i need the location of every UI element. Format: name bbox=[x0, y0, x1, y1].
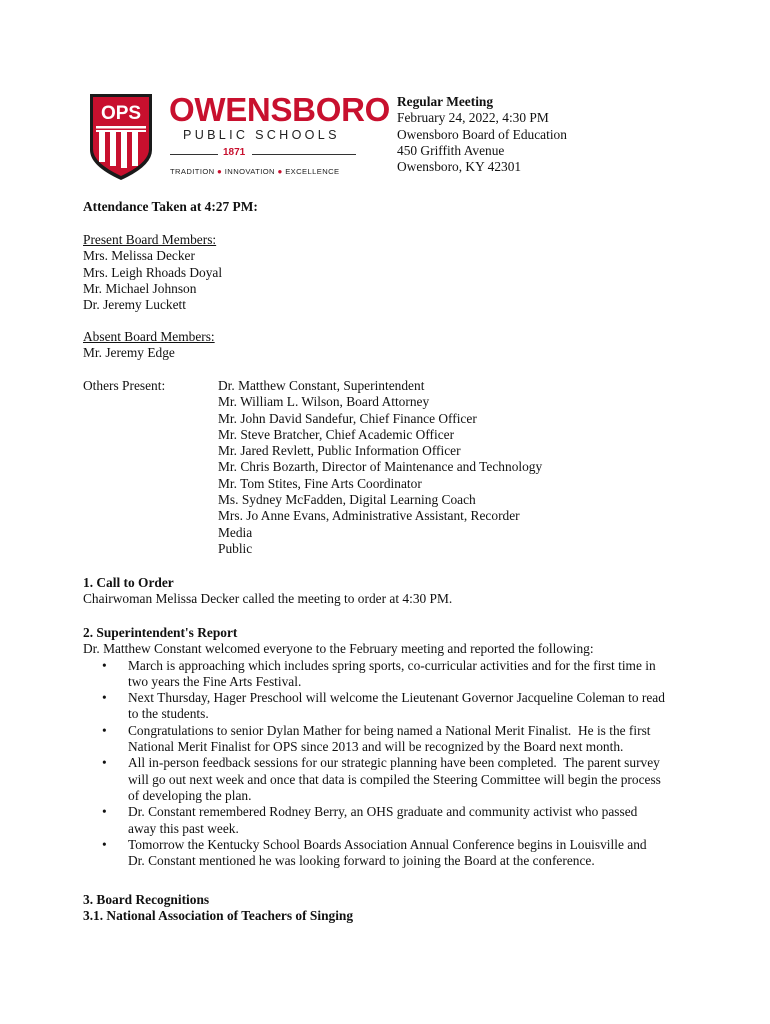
board-recognitions-section bbox=[83, 892, 353, 925]
present-label: Present Board Members: bbox=[83, 232, 217, 247]
other-attendee: Public bbox=[218, 540, 253, 556]
shield-text: OPS bbox=[100, 103, 142, 124]
recognitions-heading: 3. Board Recognitions bbox=[83, 892, 210, 907]
brand-tagline: TRADITION ● INNOVATION ● EXCELLENCE bbox=[170, 167, 340, 176]
other-attendee: Media bbox=[218, 524, 253, 540]
present-member: Mrs. Melissa Decker bbox=[83, 248, 195, 264]
call-to-order-heading: 1. Call to Order bbox=[83, 575, 174, 590]
brand-year: 1871 bbox=[223, 147, 246, 158]
absent-member: Mr. Jeremy Edge bbox=[83, 345, 175, 361]
other-attendee: Mr. Steve Bratcher, Chief Academic Officer bbox=[218, 426, 455, 442]
other-attendee: Mr. Tom Stites, Fine Arts Coordinator bbox=[218, 475, 422, 491]
report-bullet: • March is approaching which includes spring sports, co-curricular activities and for the first time in two years the Fine Arts Festival. bbox=[83, 658, 688, 691]
meeting-info bbox=[397, 94, 567, 175]
meeting-street: 450 Griffith Avenue bbox=[397, 142, 505, 158]
report-bullet: • Congratulations to senior Dylan Mather for being named a National Merit Finalist. He is the first National Merit Finalist for OPS since 2013 and will be recognized by the Board next month. bbox=[83, 723, 688, 756]
report-bullets bbox=[83, 658, 688, 870]
call-to-order-section bbox=[83, 575, 452, 608]
shield-icon bbox=[88, 92, 154, 182]
meeting-org: Owensboro Board of Education bbox=[397, 126, 567, 142]
other-attendee: Mr. Jared Revlett, Public Information Officer bbox=[218, 443, 461, 459]
other-attendee: Mr. Chris Bozarth, Director of Maintenance and Technology bbox=[218, 459, 543, 475]
meeting-title: Regular Meeting bbox=[397, 94, 494, 109]
attendance-heading: Attendance Taken at 4:27 PM: bbox=[83, 199, 258, 214]
brand-name: OWENSBORO bbox=[169, 91, 390, 128]
meeting-city: Owensboro, KY 42301 bbox=[397, 159, 522, 175]
tagline-dot-icon: ● bbox=[277, 167, 283, 176]
call-to-order-text: Chairwoman Melissa Decker called the meeting to order at 4:30 PM. bbox=[83, 591, 453, 607]
report-heading: 2. Superintendent's Report bbox=[83, 625, 238, 640]
other-attendee: Mr. William L. Wilson, Board Attorney bbox=[218, 394, 430, 410]
absent-label: Absent Board Members: bbox=[83, 329, 215, 344]
brand-divider-right bbox=[252, 154, 356, 155]
district-logo bbox=[88, 91, 390, 184]
present-member: Mr. Michael Johnson bbox=[83, 280, 197, 296]
tagline-dot-icon: ● bbox=[217, 167, 223, 176]
absent-members bbox=[83, 329, 215, 362]
brand-subtitle: PUBLIC SCHOOLS bbox=[183, 128, 340, 142]
present-members bbox=[83, 232, 222, 313]
others-label: Others Present: bbox=[83, 378, 166, 393]
superintendent-report-section bbox=[83, 625, 688, 869]
report-intro: Dr. Matthew Constant welcomed everyone to the February meeting and reported the following: bbox=[83, 641, 594, 657]
recognitions-subheading: 3.1. National Association of Teachers of Singing bbox=[83, 908, 354, 924]
other-attendee: Dr. Matthew Constant, Superintendent bbox=[218, 378, 425, 393]
report-bullet: • Tomorrow the Kentucky School Boards Association Annual Conference begins in Louisville and Dr. Constant mentioned he was looking forward to joining the Board at the conference. bbox=[83, 837, 688, 870]
brand-divider-left bbox=[170, 154, 218, 155]
other-attendee: Ms. Sydney McFadden, Digital Learning Coach bbox=[218, 492, 476, 508]
other-attendee: Mr. John David Sandefur, Chief Finance Officer bbox=[218, 410, 477, 426]
present-member: Dr. Jeremy Luckett bbox=[83, 297, 186, 313]
others-list bbox=[218, 378, 542, 557]
present-member: Mrs. Leigh Rhoads Doyal bbox=[83, 264, 223, 280]
other-attendee: Mrs. Jo Anne Evans, Administrative Assistant, Recorder bbox=[218, 508, 520, 524]
report-bullet: • Next Thursday, Hager Preschool will welcome the Lieutenant Governor Jacqueline Coleman to read to the students. bbox=[83, 690, 688, 723]
report-bullet: • All in-person feedback sessions for our strategic planning have been completed. The parent survey will go out next week and once that data is compiled the Steering Committee will begin the process of developing the plan. bbox=[83, 755, 688, 804]
meeting-date: February 24, 2022, 4:30 PM bbox=[397, 110, 549, 126]
report-bullet: • Dr. Constant remembered Rodney Berry, an OHS graduate and community activist who passed away this past week. bbox=[83, 804, 688, 837]
